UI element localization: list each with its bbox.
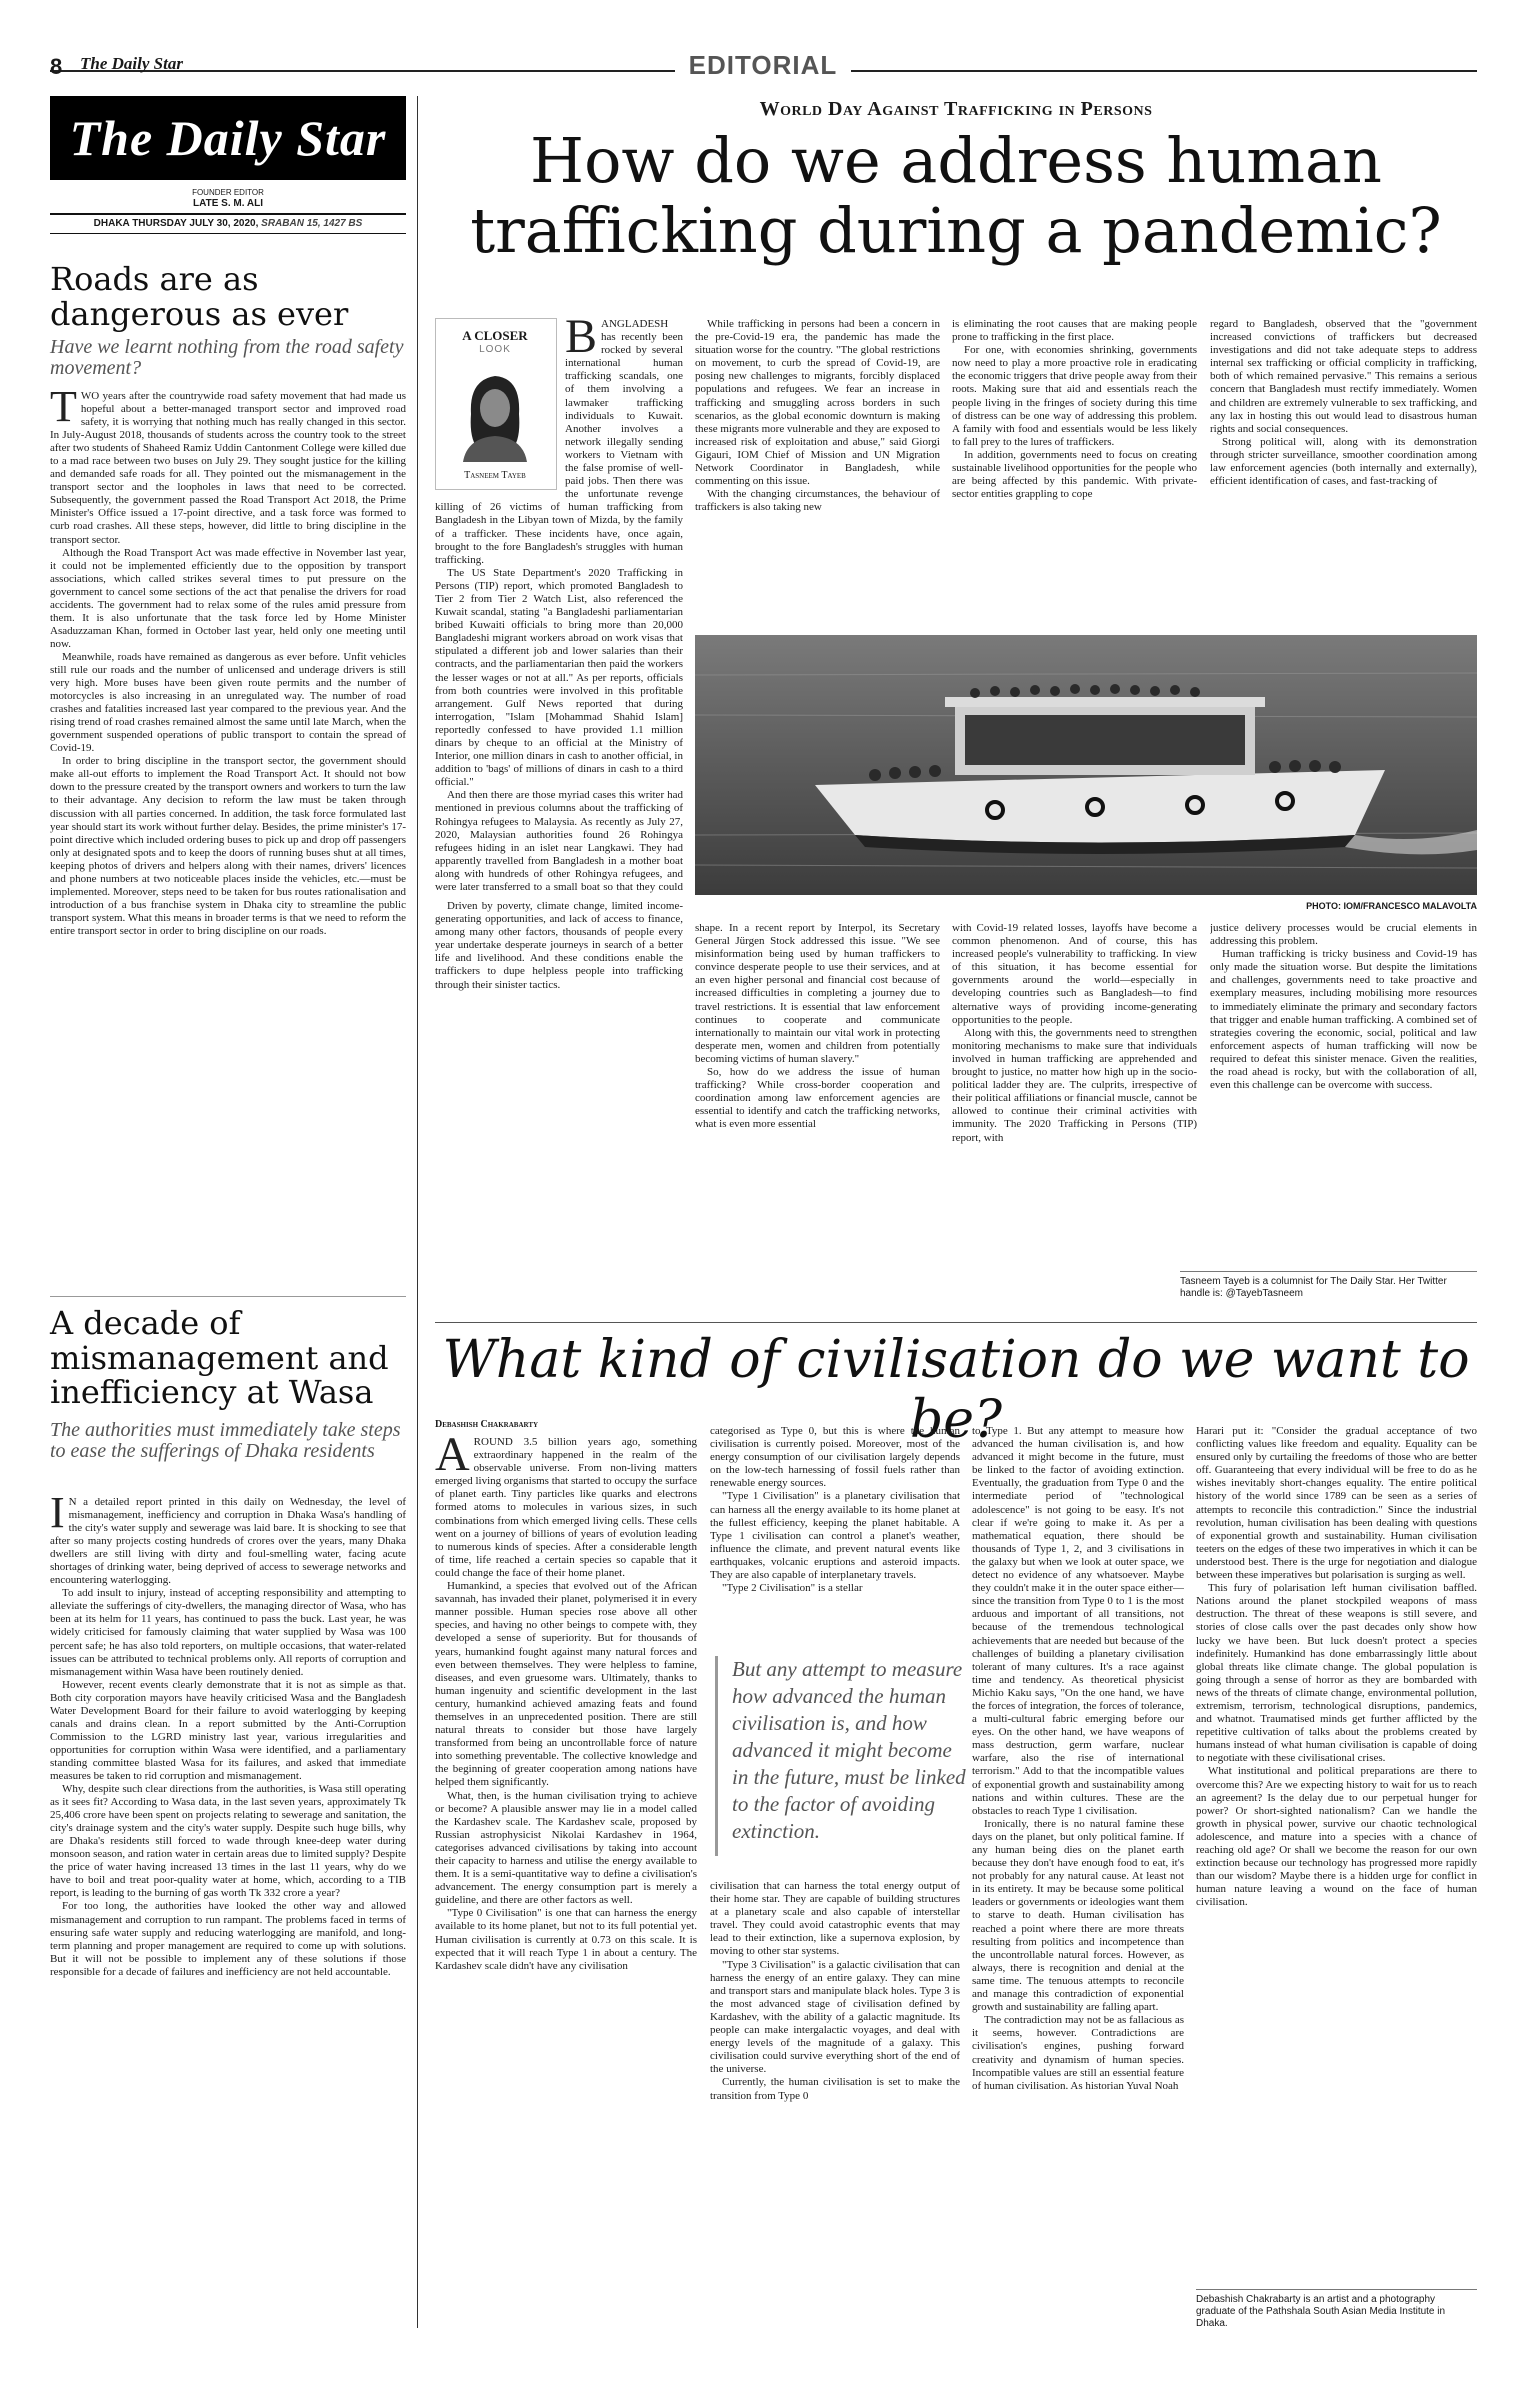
section-label: EDITORIAL [675, 50, 851, 82]
paragraph: shape. In a recent report by Interpol, its Secretary General Jürgen Stock addressed this issue. "We see misinformation being used by human traffickers to convince desperate people to use their services, and at an even higher personal and financial cost because of increased difficulties in completing a journey due to travel restrictions. It is essential that law enforcement continues to cooperate and communicate internationally to maintain our vital work in protecting desperate men, women and children from potentially becoming victims of human slavery." [695, 922, 940, 1065]
paragraph: The US State Department's 2020 Trafficking in Persons (TIP) report, which promoted Bangladesh to Tier 2 from Tier 2 Watch List, also referenced the Kuwait scandal, stating "a Bangladeshi parliamentarian bribed Kuwaiti officials to bring more than 20,000 Bangladeshi migrant workers abroad on work visas that stipulated a different job and lower salaries than their contracts, and the parliamentarian then paid the workers the lesser wages or not at all." As per reports, officials from both countries were involved in this profitable arrangement. Gulf News reported that during interrogation, "Islam [Mohammad Shahid Islam] reportedly confessed to have provided 1.1 million dinars by cheque to an official at the Ministry of Interior, one million dinars in cash to another official, in addition to 'bags' of millions of dinars in cash to a third official." [435, 566, 683, 789]
founder-label: FOUNDER EDITOR [192, 188, 264, 197]
paragraph: Why, despite such clear directions from the authorities, is Wasa still operating as it sees fit? According to Wasa data, in the last seven years, approximately Tk 25,406 crore have been spent on projects relating to sewerage and sanitation, the city's drainage system and the city's water supply. Despite such huge bills, why are Dhaka's residents still forced to wade through knee-deep water during monsoon season, and ration water in certain areas due to limited supply? Despite the price of water having increased 13 times in the last 11 years, why do we have to boil and treat poor-quality water at home, which, according to a TIB report, is leading to the burning of gas worth Tk 332 crore a year? [50, 1783, 406, 1900]
paragraph: Humankind, a species that evolved out of the African savannah, has invaded their planet, polymerised it in every manner possible. Human species rose above all other species, and having no other beings to compete with, they developed a sense of superiority. But for thousands of years, humankind fought against many natural forces and even between themselves. They were helpless to famine, diseases, and even gruesome wars. Ultimately, thanks to human ingenuity and scientific development in the last century, humankind achieved amazing feats and found themselves in an unprecedented position. There are still natural threats to consider but those have largely transformed from being an uncontrollable force of nature into something preventable. The collective knowledge and the beginning of greater cooperation among nations have helped them significantly. [435, 1580, 697, 1789]
article-headline: How do we address human trafficking during a pandemic? [470, 124, 1442, 268]
paragraph: with Covid-19 related losses, layoffs have become a common phenomenon. And of course, this has increased people's vulnerability to trafficking. In view of this situation, it has become essential for governments around the world—especially in developing countries such as Bangladesh—to find alternative ways of providing income-generating opportunities to the people. [952, 922, 1197, 1026]
editorial-body [50, 390, 406, 1290]
column-label: A CLOSER [462, 328, 528, 343]
dateline-en: DHAKA THURSDAY JULY 30, 2020, [93, 218, 259, 229]
article-column [695, 922, 940, 1310]
paragraph: "Type 3 Civilisation" is a galactic civilisation that can harness the energy of an entire galaxy. They can mine and transport stars and manipulate black holes. Type 3 is the most advanced stage of civilisation defined by Kardashev, with the ability of a galactic magnitude. Its people can make intergalactic voyages, and deal with energy levels of the magnitude of a galaxy. This civilisation could survive everything short of the end of the universe. [710, 1958, 960, 2076]
masthead-logo: The Daily Star [50, 96, 406, 180]
paragraph: justice delivery processes would be crucial elements in addressing this problem. [1210, 922, 1477, 948]
divider [50, 213, 406, 215]
paragraph: to Type 1. But any attempt to measure how advanced the human civilisation is, and how advanced it might become in the future, must be linked to the factor of avoiding extinction. Eventually, the graduation from Type 0 and the intermediate period of "technological adolescence" is not going to be easy. It's not clear if we're going to make it. As per a mathematical equation, there should be thousands of Type 1, 2, and 3 civilisations in the galaxy but when we look at outer space, we detect no evidence of any whatsoever. Maybe they couldn't make it in the outer space either—since the transition from Type 0 to 1 is the most arduous and important of all transitions, not because of the tremendous technological achievements that are needed but because of the challenges of building a planetary civilisation tolerant of many cultures. It's a race against time and tendency. As theoretical physicist Michio Kaku says, "On the one hand, we have the forces of integration, the forces of tolerance, a multi-cultural fabric emerging before our eyes. On the other hand, we have weapons of mass destruction, germ warfare, nuclear warfare, also the rise of international terrorism." Add to that the incompatible values of exponential growth and sustainability among nations and within cultures. These are the obstacles to reach Type 1 civilisation. [972, 1425, 1184, 1817]
pull-quote: But any attempt to measure how advanced the human civilisation is, and how advanced it might become in the future, must be linked to the factor of avoiding extinction. [715, 1656, 972, 1856]
paragraph: To add insult to injury, instead of accepting responsibility and attempting to alleviate the sufferings of city-dwellers, the managing director of Wasa, who has been at its helm for 11 years, has continued to pass the buck. Last year, he was widely criticised for famously claiming that water supplied by Wasa was 100 percent safe; he has also told reporters, on multiple occasions, that water-related issues can be attributed to technical problems only. All reports of corruption and mismanagement within Wasa have been routinely denied. [50, 1587, 406, 1678]
article-column [435, 900, 683, 1310]
author-bio: Debashish Chakrabarty is an artist and a photography graduate of the Pathshala South Asian Media Institute in Dhaka. [1196, 2289, 1477, 2330]
article-column [1196, 1425, 1477, 2283]
paragraph: In addition, governments need to focus on creating sustainable livelihood opportunities for the people who are being affected by this pandemic. With private-sector entities grappling to cope [952, 448, 1197, 501]
paragraph: "Type 1 Civilisation" is a planetary civilisation that can harness all the energy available to its home planet at the fullest efficiency, keeping the planet habitable. A Type 1 civilisation can control a planet's weather, influence the climate, and prevent natural events like earthquakes, volcanic eruptions and asteroid impacts. They are also capable of interplanetary travels. [710, 1490, 960, 1582]
editorial-subtitle: The authorities must immediately take steps to ease the sufferings of Dhaka residents [50, 1419, 401, 1462]
drop-cap: I [50, 1496, 65, 1537]
divider [435, 1322, 1477, 1323]
paragraph: civilisation that can harness the total energy output of their home star. They are capable of building structures at a planetary scale and also capable of interstellar travel. They could avoid catastrophic events that may lead to their extinction, like a supernova explosion, by moving to other star systems. [710, 1880, 960, 1958]
author-bio: Tasneem Tayeb is a columnist for The Daily Star. Her Twitter handle is: @TayebTasneem [1180, 1271, 1477, 1300]
article-column [710, 1425, 960, 1645]
badge-spacer [435, 318, 565, 496]
paragraph: Ironically, there is no natural famine these days on the planet, but only political famine. If any human being dies on the planet earth because they don't have enough food to eat, it's not probably for any natural cause. At least not in its entirety. It may be because some political leaders or governments or ideologies want them to starve to death. Human civilisation has reached a point where there are more threats resulting from politics and incompetence than the uncontrollable natural forces. However, as always, there is recognition and denial at the same time. The tenuous attempts to reconcile and manage this contradiction of exponential growth and sustainability are falling apart. [972, 1817, 1184, 2014]
editorial-body [50, 1496, 406, 2328]
paragraph: The contradiction may not be as fallacious as it seems, however. Contradictions are civilisation's engines, pushing forward creativity and dynamism of human species. Incompatible values are still an essential feature of human civilisation. As historian Yuval Noah [972, 2014, 1184, 2092]
paragraph: regard to Bangladesh, observed that the "government increased convictions of traffickers but decreased investigations and did not take adequate steps to address internal sex trafficking or official complicity in trafficking, both of which remained pervasive." This remains a serious concern that Bangladesh must rectify immediately. Women and children are extremely vulnerable to sex trafficking, and any lax in hosting this out would lead to disastrous human rights and social consequences. [1210, 318, 1477, 435]
paragraph: What institutional and political preparations are there to overcome this? Are we expecting history to wait for us to reach an agreement? Is the delay due to our perpetual hunger for power? Or short-sighted nationalism? Can we handle the growth in physical power, survive our chaotic technological adolescence, and mature into a species with a chance of reaching old age? Or shall we become the reason for our own extinction because our technology has progressed more rapidly than our wisdom? Maybe there is a hidden urge for conflict in human nature leaving a wound on the face of human civilisation. [1196, 1765, 1477, 1909]
paragraph: "Type 0 Civilisation" is one that can harness the energy available to its home planet, but not to its full potential yet. Human civilisation is currently at 0.73 on this scale. It is expected that it will reach Type 1 in about a century. The Kardashev scale didn't have any civilisation [435, 1907, 697, 1972]
paragraph: Meanwhile, roads have remained as dangerous as ever before. Unfit vehicles still rule our roads and the number of unlicensed and underage drivers is still very high. More buses have been given route permits and the number of motorcycles is also increasing in an unregulated way. The number of road crashes and fatalities increased last year compared to the previous year. And the rising trend of road crashes remained almost the same until late March, when the government suspended operations of public transport to contain the spread of Covid-19. [50, 650, 406, 755]
paragraph: So, how do we address the issue of human trafficking? While cross-border cooperation and coordination among law enforcement agencies are essential to identify and catch the trafficking networks, what is even more essential [695, 1066, 940, 1131]
article-headline: What kind of civilisation do we want to be? [442, 1330, 1470, 1450]
author-name: Tasneem Tayeb [464, 470, 526, 481]
article-column [435, 1436, 697, 2328]
editorial-title: A decade of mismanagement and inefficiency at Wasa [50, 1304, 389, 1412]
article-column [435, 318, 683, 896]
paragraph: However, recent events clearly demonstrate that it is not as simple as that. Both city corporation mayors have heavily criticised Wasa and the Bangladesh Water Development Board for their failure to avoid waterlogging by keeping canals and drains clean. In a report submitted by the Anti-Corruption Commission to the LGRD ministry last year, various irregularities and opportunities for corruption within Wasa were identified, and a parliamentary standing committee blasted Wasa for its failures, and asked that immediate measures be taken to rid corruption and mismanagement. [50, 1678, 406, 1782]
migrant-boat-photo [695, 635, 1477, 895]
paragraph: categorised as Type 0, but this is where the human civilisation is currently poised. Moreover, most of the energy consumption of our civilisation largely depends on the low-tech harnessing of fossil fuels rather than renewable energy sources. [710, 1425, 960, 1490]
article-column [1210, 318, 1477, 628]
paragraph: I N a detailed report printed in this daily on Wednesday, the level of mismanagement, inefficiency and corruption in Dhaka Wasa's handling of the city's water supply and sewerage was laid bare. It is shocking to see that after so many projects costing hundreds of crores over the years, many Dhaka dwellers are still living with dirty and foul-smelling water, facing acute shortages of drinking water, being deprived of access to sewerage networks and encountering waterlogging. [50, 1496, 406, 1587]
article-column [695, 318, 940, 628]
paragraph: What, then, is the human civilisation trying to achieve or become? A plausible answer may lie in a model called the Kardashev scale. The Kardashev scale, proposed by Russian astrophysicist Nikolai Kardashev in 1964, categorises advanced civilisations by taking into account their capacity to harness and utilise the energy available to them. It is a semi-quantitative way to define a civilisation's advancement. The energy consumption part is merely a guideline, and there are other factors as well. [435, 1789, 697, 1907]
paragraph: In order to bring discipline in the transport sector, the government should make all-out efforts to implement the Road Transport Act. It should not bow down to the pressure created by the transport owners and workers to turn the law to their advantage. Any decision to reform the law must be taken through discussion with all parties concerned. In addition, the task force formulated last year should start its work without further delay. Besides, the prime minister's 17-point directive which included ordering buses to pick up and drop off passengers only at designated spots and to keep the doors of running buses shut at all times, keeping photos of drivers and helpers along with their names, drivers' licences and phone numbers at two noticeable places inside the vehicles, etc.—must be implemented. Moreover, steps need to be taken for bus routes rationalisation and introduction of a bus franchise system in Dhaka city to streamline the public transport system. What this means in broader terms is that we need to reform the entire transport sector in order to bring discipline on our roads. [50, 755, 406, 937]
paragraph: BANGLADESH has recently been rocked by several international human trafficking scandals, one of them involving a lawmaker trafficking individuals to Kuwait. Another involves a network illegally sending workers to Vietnam with the false promise of well-paid jobs. Then there was the unfortunate revenge killing of 26 victims of human trafficking from Bangladesh in the Libyan town of Mizda, by the family of a trafficker. These incidents have, once again, brought to the fore Bangladesh's struggles with human trafficking. [435, 318, 683, 566]
paragraph: Strong political will, along with its demonstration through stricter surveillance, smoother coordination among law enforcement agencies (both internally and externally), efficient identification of cases, and fast-tracking of [1210, 435, 1477, 488]
paragraph: While trafficking in persons had been a concern in the pre-Covid-19 era, the pandemic has made the situation worse for the country. "The global restrictions on movement, to curb the spread of Covid-19, are posing new challenges to migrants, forcibly displaced populations and refugees. We fear an increase in trafficking and smuggling across borders in such scenarios, as the global economic downturn is making these migrants more vulnerable and they are exposed to increased risk of exploitation and abuse," said Giorgi Gigauri, IOM Chief of Mission and UN Migration Network Coordinator in Bangladesh, while commenting on this issue. [695, 318, 940, 488]
paragraph: This fury of polarisation left human civilisation baffled. Nations around the planet stockpiled weapons of mass destruction. The threat of these weapons is still severe, and stories of close calls over the past decades only show how lucky we have been. But luck doesn't protect a species indefinitely. Humankind has done embarrassingly little about global threats like climate change. The global population is going through a sense of horror as they are bombarded with news of the threats of climate change, environmental pollution, extremism, terrorism, technological disruptions, pandemics, and whatnot. Traumatised minds get further afflicted by the repetitive cultivation of talks about the problems created by humans instead of what human civilisation is capable of doing to negotiate with these civilisational crises. [1196, 1582, 1477, 1765]
paragraph: And then there are those myriad cases this writer had mentioned in previous columns about the trafficking of Rohingya refugees to Malaysia. As recently as July 27, 2020, Malaysian authorities found 26 Rohingya refugees hiding in an islet near Langkawi. They had apparently travelled from Bangladesh in a mother boat along with hundreds of other Rohingya refugees, and were later transferred to a small boat so that they could [435, 789, 683, 894]
drop-cap: T [50, 390, 77, 431]
article-column [972, 1425, 1184, 2328]
article-column [1210, 922, 1477, 1262]
paragraph: TWO years after the countrywide road safety movement that had made us hopeful about a better-managed transport sector and improved road safety, it is worrying that nothing much has really changed in this sector. In July-August 2018, thousands of students across the country took to the street after two students of Shaheed Ramiz Uddin Cantonment College were killed due to a mad race between two buses on July 29. They sought justice for the killing and demanded safe roads for all. They pointed out the mismanagement in the transport sector and the loopholes in laws that need to be corrected. Subsequently, the government passed the Road Transport Act 2018, the Prime Minister's Office issued a 17-point directive, and a task force was formed to curb road crashes. All these steps, however, did little to bring discipline in the transport sector. [50, 390, 406, 546]
paragraph: Although the Road Transport Act was made effective in November last year, it could not be implemented efficiently due to the opposition by transport associations, which called strikes several times to put pressure on the government to cancel some sections of the act that penalise the drivers for road accidents. The government had to relax some of the rules amid pressure from them. It is also unfortunate that the task force led by Home Minister Asaduzzaman Khan, formed in October last year, held only one meeting until now. [50, 546, 406, 650]
divider [50, 233, 406, 234]
photo-credit: PHOTO: IOM/FRANCESCO MALAVOLTA [1306, 901, 1477, 911]
paragraph: For one, with economies shrinking, governments now need to play a more proactive role in eradicating the economic triggers that drive people away from their roots. Making sure that aid and essentials reach the people living in the fringes of society during this time of distress can be one way of addressing this problem. A family with food and essentials would be less likely to fall prey to the lures of traffickers. [952, 344, 1197, 448]
page-brand: The Daily Star [80, 54, 183, 73]
editorial-title: Roads are as dangerous as ever [50, 260, 349, 333]
paragraph: "Type 2 Civilisation" is a stellar [722, 1582, 863, 1595]
article-column [952, 318, 1197, 628]
divider [50, 1296, 406, 1297]
drop-cap: B [565, 318, 598, 363]
column-rule [417, 96, 418, 2328]
column-label-sub: LOOK [479, 344, 511, 355]
dateline [50, 218, 406, 229]
article-column [710, 1880, 960, 2328]
page-number: 8 [50, 54, 63, 79]
paragraph: Driven by poverty, climate change, limited income-generating opportunities, and lack of access to finance, among many other factors, thousands of people every year undertake desperate journeys in search of a better life and livelihood. And these conditions enable the traffickers to dupe helpless people into trafficking through their sinister tactics. [435, 900, 683, 991]
article-kicker: World Day Against Trafficking in Persons [759, 98, 1153, 120]
founder-name: LATE S. M. ALI [193, 198, 263, 209]
paragraph: is eliminating the root causes that are making people prone to trafficking in the first place. [952, 318, 1197, 344]
paragraph: Along with this, the governments need to strengthen monitoring mechanisms to make sure that individuals involved in human trafficking are apprehended and brought to justice, no matter how high up in the socio-political ladder they are. The culprits, irrespective of their political affiliations or financial muscle, cannot be allowed to continue their criminal activities with immunity. The 2020 Trafficking in Persons (TIP) report, with [952, 1026, 1197, 1144]
author-byline: Debashish Chakrabarty [435, 1419, 539, 1430]
paragraph: Human trafficking is tricky business and Covid-19 has only made the situation worse. But despite the limitations and challenges, governments need to take proactive and exemplary measures, including mobilising more resources to immediately eliminate the primary and secondary factors that trigger and enable human trafficking. A combined set of strategies covering the economic, social, political and law enforcement aspects of human trafficking will now be required to defeat this sinister menace. Given the realities, the road ahead is rocky, but with the collaboration of all, even this challenge can be overcome with success. [1210, 948, 1477, 1092]
paragraph: For too long, the authorities have looked the other way and allowed mismanagement and corruption to run rampant. The problems faced in terms of ensuring safe water supply and reducing waterlogging are manifold, and long-term planning and proper management are required to come up with solutions. But it will not be possible to implement any of these solutions if those responsible for a decade of failures and inefficiency are not held accountable. [50, 1900, 406, 1978]
editorial-subtitle: Have we learnt nothing from the road safety movement? [50, 336, 404, 379]
paragraph: Harari put it: "Consider the gradual acceptance of two conflicting values like freedom and equality. Equality can be ensured only by curtailing the freedoms of those who are better off. Guaranteeing that every individual will be free to do as he wishes inevitably short-changes equality. The entire political history of the world since 1789 can be seen as a series of attempts to reconcile this contradiction." Since the industrial revolution, human civilisation has been dealing with questions of exponential growth and sustainability. Human civilisation teeters on the edges of these two imperatives in which it can be understood best. There is the urge for negotiation and dialogue between these imperatives but polarisation is surging as well. [1196, 1425, 1477, 1582]
paragraph: AROUND 3.5 billion years ago, something extraordinary happened in the realm of the observable universe. From non-living matters emerged living organisms that started to occupy the surface of planet earth. Tiny particles like quarks and electrons formed atoms to molecules in various sizes, in such combinations from which emerged living cells. These cells went on a journey of billions of years of evolution leading to numerous kinds of species. After a considerable length of time, life reached a certain species so capable that it could change the face of their home planet. [435, 1436, 697, 1579]
article-column [952, 922, 1197, 1310]
drop-cap: A [435, 1436, 470, 1481]
paragraph: Currently, the human civilisation is set to make the transition from Type 0 [710, 2076, 960, 2102]
paragraph: With the changing circumstances, the behaviour of traffickers is also taking new [695, 488, 940, 514]
dateline-bn: SRABAN 15, 1427 BS [261, 218, 363, 229]
